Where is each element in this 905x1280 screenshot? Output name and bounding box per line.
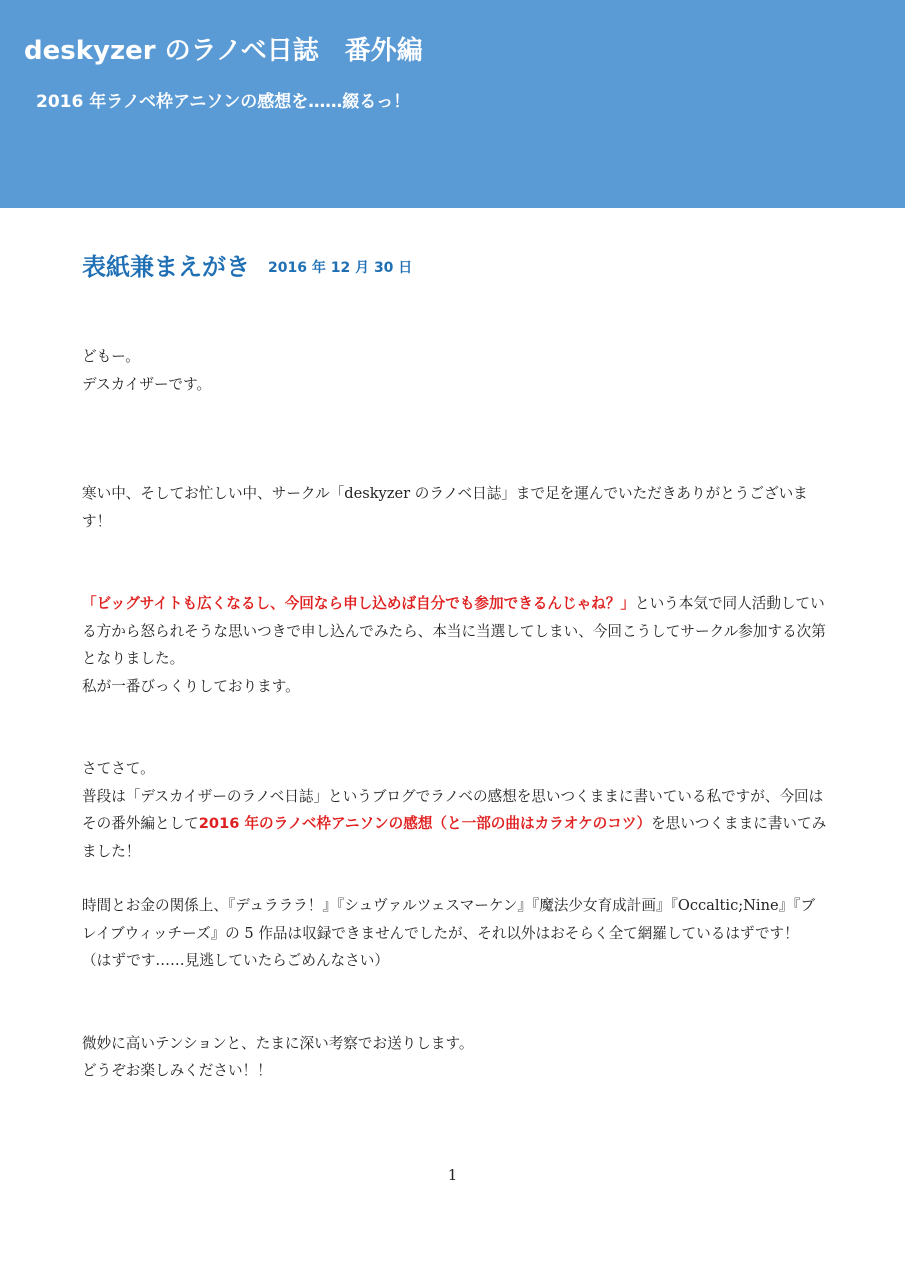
about-text-post: を思いつくままに書いてみました！: [82, 815, 827, 860]
header-banner: [0, 0, 905, 208]
body-text: [82, 343, 827, 1085]
paragraph-closing: [82, 1030, 827, 1085]
closing-line-2: どうぞお楽しみください！！: [82, 1062, 272, 1079]
about-text-pre: 普段は「デスカイザーのラノベ日誌」というブログでラノベの感想を思いつくままに書いている私ですが、今回はその番外編として: [82, 787, 824, 832]
paragraph-coverage: 時間とお金の関係上、『デュラララ！』『シュヴァルツェスマーケン』『魔法少女育成計画』『Occaltic;Nine』『ブレイブウィッチーズ』の 5 作品は収録できませんでしたが、それ以外はおそらく全て網羅しているはずです！（はずです……見逃していたらごめんなさい）: [82, 897, 816, 969]
paragraph-about: [82, 755, 827, 865]
paragraph-circle-story: [82, 590, 827, 700]
section-title: [82, 247, 412, 282]
circle-story-text: という本気で同人活動している方から怒られそうな思いつきで申し込んでみたら、本当に当選してしまい、今回こうしてサークル参加する次第となりました。: [82, 595, 826, 667]
emphasis-topic: 2016 年のラノベ枠アニソンの感想（と一部の曲はカラオケのコツ）: [198, 815, 652, 832]
sate-line: さてさて。: [82, 760, 155, 777]
intro-line: デスカイザーです。: [82, 375, 212, 393]
document-title: deskyzer のラノベ日誌 番外編: [24, 36, 423, 66]
greeting-line: どもー。: [82, 348, 140, 365]
surprise-line: 私が一番びっくりしております。: [82, 677, 300, 695]
document-subtitle: 2016 年ラノベ枠アニソンの感想を……綴るっ！: [36, 92, 411, 112]
paragraph-greeting: [82, 343, 827, 398]
page-number: 1: [447, 1166, 458, 1184]
paragraph-thanks: 寒い中、そしてお忙しい中、サークル「deskyzer のラノベ日誌」まで足を運んでいただきありがとうございます！: [82, 485, 808, 530]
emphasis-quote: 「ビッグサイトも広くなるし、今回なら申し込めば自分でも参加できるんじゃね？」: [82, 595, 635, 612]
closing-line-1: 微妙に高いテンションと、たまに深い考察でお送りします。: [82, 1034, 474, 1052]
section-date: 2016 年 12 月 30 日: [268, 260, 413, 276]
section-heading: 表紙兼まえがき: [82, 253, 250, 281]
